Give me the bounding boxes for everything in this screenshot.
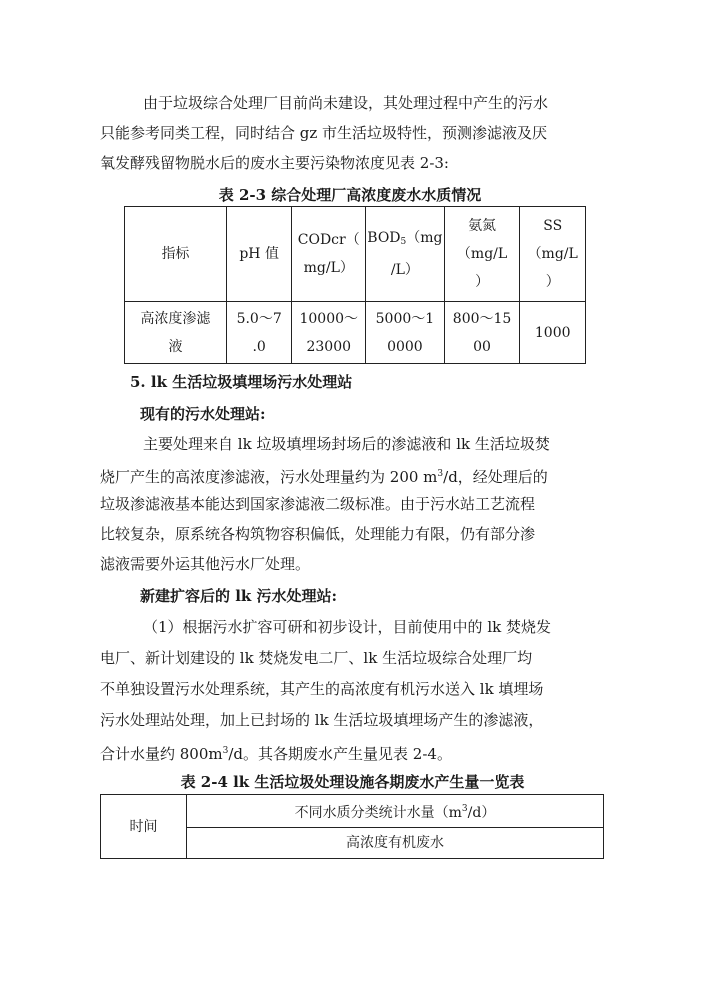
header-water-volume-group: 不同水质分类统计水量$(m^3/d)$: [187, 795, 604, 828]
new-line-1: （1）根据污水扩容可研和初步设计，目前使用中的 lk 焚烧发: [143, 618, 551, 636]
table-header-row: [101, 795, 604, 828]
cell-ss: 1000: [520, 302, 586, 364]
existing-line-5: 滤液需要外运其他污水厂处理。: [100, 555, 311, 573]
existing-station-heading: 现有的污水处理站:: [140, 405, 266, 423]
cell-ph: 5.0～7 .0: [226, 302, 292, 364]
existing-line-3: 垃圾渗滤液基本能达到国家渗滤液二级标准。由于污水站工艺流程: [100, 495, 536, 513]
header-high-conc-wastewater: 高浓度有机废水: [187, 828, 604, 859]
header-cod: CODcr（ mg/L）: [292, 207, 366, 302]
header-bod: $BOD_5(mg$ /L）: [366, 207, 445, 302]
header-ammonia: 氨氮 （mg/L ）: [444, 207, 520, 302]
header-indicator: 指标: [125, 207, 227, 302]
cell-cod: 10000～ 23000: [292, 302, 366, 364]
cell-name: 高浓度渗滤 液: [125, 302, 227, 364]
existing-line-1: 主要处理来自 lk 垃圾填埋场封场后的渗滤液和 lk 生活垃圾焚: [143, 435, 550, 453]
new-station-heading: 新建扩容后的 lk 污水处理站:: [140, 587, 338, 605]
table-row: [125, 302, 586, 364]
intro-line-2: 只能参考同类工程，同时结合 gz 市生活垃圾特性，预测渗滤液及厌: [100, 124, 548, 142]
new-line-2: 电厂、新计划建设的 lk 焚烧发电二厂、lk 生活垃圾综合处理厂均: [100, 649, 533, 667]
table-2-4: [100, 794, 604, 859]
table-2-4-caption: 表 2-4 lk 生活垃圾处理设施各期废水产生量一览表: [180, 773, 525, 791]
table-2-3-caption: 表 2-3 综合处理厂高浓度废水水质情况: [218, 186, 482, 204]
existing-line-4: 比较复杂，原系统各构筑物容积偏低，处理能力有限，仍有部分渗: [100, 525, 536, 543]
intro-line-3: 氧发酵残留物脱水后的废水主要污染物浓度见表 2-3:: [100, 154, 449, 172]
section-5-heading: 5. lk 生活垃圾填埋场污水处理站: [130, 373, 353, 391]
table-header-row: [125, 207, 586, 302]
new-line-3: 不单独设置污水处理系统，其产生的高浓度有机污水送入 lk 填埋场: [100, 680, 544, 698]
header-ss: SS （mg/L ）: [520, 207, 586, 302]
new-line-4: 污水处理站处理，加上已封场的 lk 生活垃圾填埋场产生的渗滤液，: [100, 711, 544, 729]
new-line-5: 合计水量约 $800m^3/d$。其各期废水产生量见表 2-4。: [100, 745, 452, 763]
table-2-3: [124, 206, 586, 364]
header-time: 时间: [101, 795, 187, 859]
cell-ammonia: 800～15 00: [444, 302, 520, 364]
cell-bod: 5000～1 0000: [366, 302, 445, 364]
header-ph: pH 值: [226, 207, 292, 302]
intro-line-1: 由于垃圾综合处理厂目前尚未建设，其处理过程中产生的污水: [143, 94, 549, 112]
existing-line-2: 烧厂产生的高浓度渗滤液，污水处理量约为 200 $m^3/d$，经处理后的: [100, 468, 548, 486]
